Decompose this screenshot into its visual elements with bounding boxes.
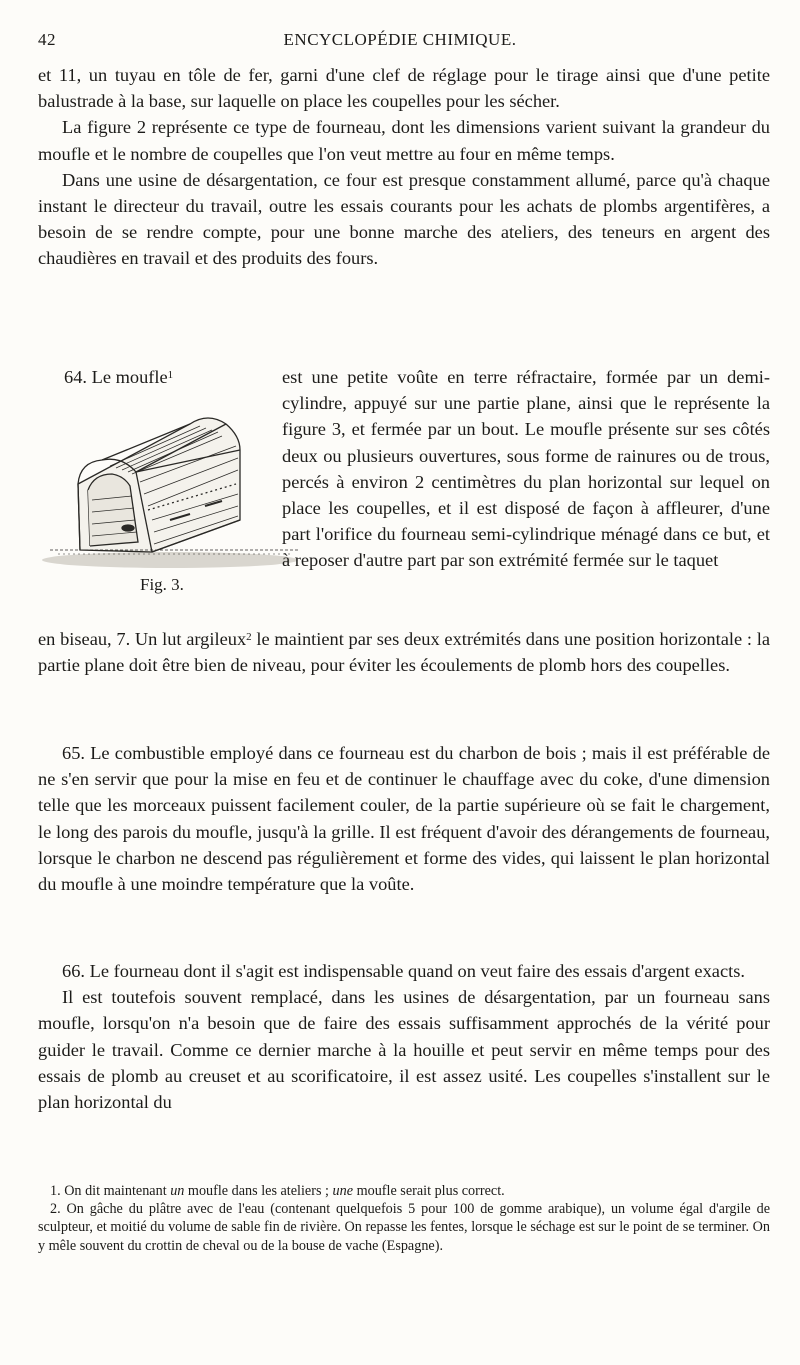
text-run: moufle dans les ateliers ; [184, 1183, 333, 1199]
figure-3 [40, 402, 302, 612]
section-64-beside-figure [282, 364, 770, 574]
section-65 [38, 740, 770, 897]
section-64-continuation [38, 626, 770, 678]
footnote-2: 2. On gâche du plâtre avec de l'eau (contenant quelquefois 5 pour 100 de gomme arabique), un volume égal d'argile de sculpteur, et moitié du volume de sable fin de rivière. On repasse les fentes, lorsque le séchage est sur le point de se terminer. On y mêle souvent du crottin de cheval ou de la bouse de vache (Espagne). [38, 1201, 770, 1254]
text-run: moufle serait plus correct. [353, 1183, 505, 1199]
page-header [38, 30, 762, 54]
figure-caption: Fig. 3. [140, 575, 184, 594]
muffle-illustration [40, 402, 302, 572]
page-number: 42 [38, 30, 56, 49]
text-run: un [170, 1183, 185, 1199]
paragraph: La figure 2 représente ce type de fourneau, dont les dimensions varient suivant la grandeur du moufle et le nombre de coupelles que l'on veut mettre au four en même temps. [38, 117, 770, 164]
running-title: ENCYCLOPÉDIE CHIMIQUE. [283, 30, 517, 49]
footnote-1 [38, 1182, 770, 1200]
paragraph: 66. Le fourneau dont il s'agit est indispensable quand on veut faire des essais d'argent exacts. [62, 961, 745, 981]
footnotes [38, 1182, 770, 1255]
footnote-ref: 2 [246, 631, 252, 643]
paragraph: Dans une usine de désargentation, ce four est presque constamment allumé, parce qu'à chaque instant le directeur du travail, outre les essais courants pour les achats de plombs argentifères, a besoin de se rendre compte, pour une bonne marche des ateliers, des teneurs en argent des chaudières en travail et des produits des fours. [38, 169, 770, 269]
text-run: le maintient par ses deux extrémités dans une position horizontale : la partie plane doit être bien de niveau, pour éviter les écoulements de plomb hors des coupelles. [38, 629, 770, 676]
paragraph: 65. Le combustible employé dans ce fourneau est du charbon de bois ; mais il est préférable de ne s'en servir que pour la mise en feu et de continuer le chauffage avec du coke, d'une dimension telle que les morceaux puissent facilement couler, de la partie supérieure où se fait le chargement, le long des parois du moufle, jusqu'à la grille. Il est fréquent d'avoir des dérangements de fourneau, lorsque le charbon ne descend pas régulièrement et forme des vides, qui laissent le plan horizontal du moufle à une moindre température que la voûte. [38, 743, 770, 895]
text-run: une [332, 1183, 354, 1199]
paragraph [38, 626, 770, 678]
footnote-ref: 1 [167, 369, 174, 381]
paragraph: Il est toutefois souvent remplacé, dans les usines de désargentation, par un fourneau sans moufle, lorsqu'on n'a besoin que de faire des essais suffisamment approchés de la vérité pour guider le travail. Comme ce dernier marche à la houille et peut servir en même temps pour des essais de plomb au creuset et au scorificatoire, il est assez usité. Les coupelles s'installent sur le plan horizontal du [38, 987, 770, 1113]
paragraph: et 11, un tuyau en tôle de fer, garni d'une clef de réglage pour le tirage ainsi que d'une petite balustrade à la base, sur laquelle on place les coupelles pour les sécher. [38, 65, 770, 112]
text-run: 1. On dit maintenant [50, 1183, 171, 1199]
text-run: en biseau, 7. Un lut argileux [38, 629, 247, 649]
top-text-block [38, 62, 770, 272]
paragraph: est une petite voûte en terre réfractaire, formée par un demi-cylindre, appuyé sur une partie plane, ainsi que le représente la figure 3, et fermée par un bout. Le moufle présente sur ses côtés deux ou plusieurs ouvertures, sous forme de rainures ou de trous, percés à environ 2 centimètres du plan horizontal sur lequel on place les coupelles, et il est disposé de façon à affleurer, d'une part l'orifice du fourneau semi-cylindrique ménagé dans ce but, et à reposer d'autre part par son extrémité fermée sur le taquet [282, 367, 770, 571]
section-64-heading: 64. Le moufle [64, 367, 168, 387]
section-66 [38, 958, 770, 1115]
